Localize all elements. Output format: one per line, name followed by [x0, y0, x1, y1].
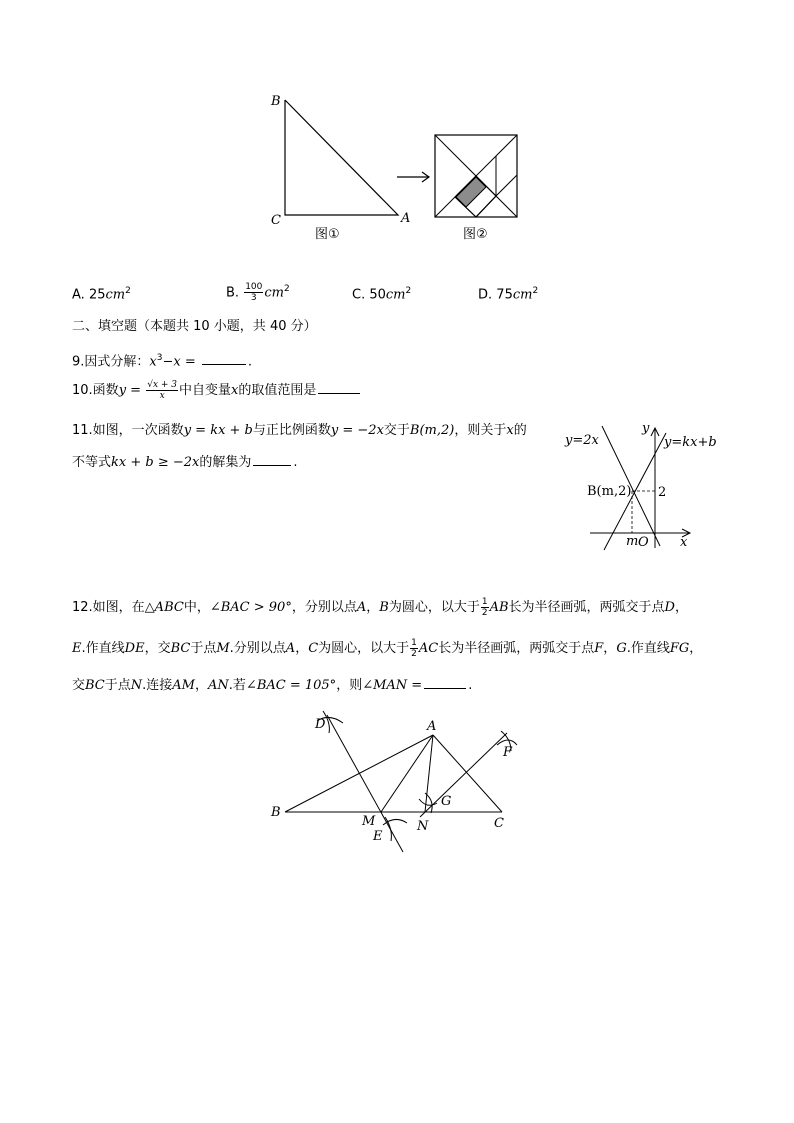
- fig12-label-b: B: [271, 805, 281, 820]
- graph-x-axis-label: x: [680, 535, 688, 550]
- fig12-label-m: M: [362, 814, 376, 829]
- fig12-label-g: G: [441, 794, 452, 809]
- fig1-label-b: B: [271, 94, 281, 109]
- option-a-exp: 2: [125, 286, 131, 296]
- option-b-fraction: [244, 282, 263, 303]
- question-10: 10.函数y = $\frac{√x + 3}{x}$ 中自变量x的取值范围是: [72, 380, 362, 401]
- graph-label-y-2x: y=2x: [565, 433, 599, 448]
- option-b-exp: 2: [284, 284, 290, 294]
- option-c-exp: 2: [405, 286, 412, 296]
- fig12-label-f: F: [503, 745, 513, 760]
- q11-graph: [560, 418, 730, 553]
- option-d-value: 75: [496, 287, 513, 303]
- graph-tick-2: 2: [658, 485, 667, 500]
- graph-y-axis-label: y: [642, 421, 650, 436]
- fig12-label-d: D: [315, 717, 326, 732]
- fig1-label-a: A: [401, 211, 411, 226]
- arrow-icon: [395, 168, 433, 186]
- fig12-label-c: C: [494, 816, 504, 831]
- answer-blank-10[interactable]: [318, 381, 360, 394]
- option-b-unit: cm: [264, 285, 284, 301]
- option-d: [478, 282, 538, 304]
- fig12-label-n: N: [417, 819, 429, 834]
- answer-blank-9[interactable]: [202, 352, 246, 365]
- option-c-letter: C.: [352, 287, 366, 303]
- fig1-caption: 图①: [315, 227, 340, 242]
- option-b-num: 100: [245, 282, 263, 293]
- option-c: [352, 282, 411, 304]
- answer-blank-11[interactable]: [253, 453, 291, 466]
- option-a-value: 25: [88, 287, 106, 303]
- question-11-line-2: 不等式kx + b ≥ −2x的解集为 .: [72, 455, 298, 470]
- option-d-unit: cm: [512, 287, 533, 303]
- question-12-line-1: 12.如图，在△ABC中，∠BAC > 90°，分别以点A，B为圆心，以大于 $\frac{1}{2}$ AB长为半径画弧，两弧交于点D，: [72, 597, 688, 618]
- fig12-label-a: A: [427, 719, 437, 734]
- figure-2-tangram: [430, 130, 525, 245]
- option-b-den: 3: [250, 293, 257, 304]
- fig2-caption: 图②: [463, 227, 488, 242]
- option-c-value: 50: [369, 287, 386, 303]
- option-a-unit: cm: [105, 287, 126, 303]
- fig1-label-c: C: [271, 213, 281, 228]
- question-9: 9.因式分解：$x^3-x$ = .: [72, 353, 253, 370]
- graph-tick-m: m: [626, 534, 639, 549]
- option-b: [226, 280, 290, 303]
- option-b-letter: B.: [226, 285, 240, 301]
- q10-fraction: $\frac{√x + 3}{x}$: [147, 380, 178, 401]
- question-11-line-1: 11.如图，一次函数y = kx + b与正比例函数y = −2x交于B(m,2)，则关于x的: [72, 423, 527, 438]
- option-a-letter: A.: [72, 287, 85, 303]
- option-d-exp: 2: [532, 286, 539, 296]
- question-12-line-3: 交BC于点N.连接AM，AN.若∠BAC = 105°，则∠MAN = .: [72, 678, 473, 693]
- question-12-line-2: E.作直线DE，交BC于点M.分别以点A，C为圆心，以大于 $\frac{1}{2}$ AC长为半径画弧，两弧交于点F，G.作直线FG，: [72, 638, 703, 659]
- graph-origin: O: [638, 535, 649, 550]
- option-d-letter: D.: [478, 287, 493, 303]
- fig12-label-e: E: [373, 829, 383, 844]
- section-title: 二、填空题（本题共 10 小题，共 40 分）: [72, 319, 317, 334]
- option-c-unit: cm: [385, 287, 406, 303]
- option-a: [72, 282, 131, 304]
- graph-point-b: B(m,2): [587, 484, 632, 499]
- q12-figure: [265, 705, 525, 860]
- graph-label-kx-b: y=kx+b: [664, 435, 717, 450]
- answer-blank-12[interactable]: [424, 676, 466, 689]
